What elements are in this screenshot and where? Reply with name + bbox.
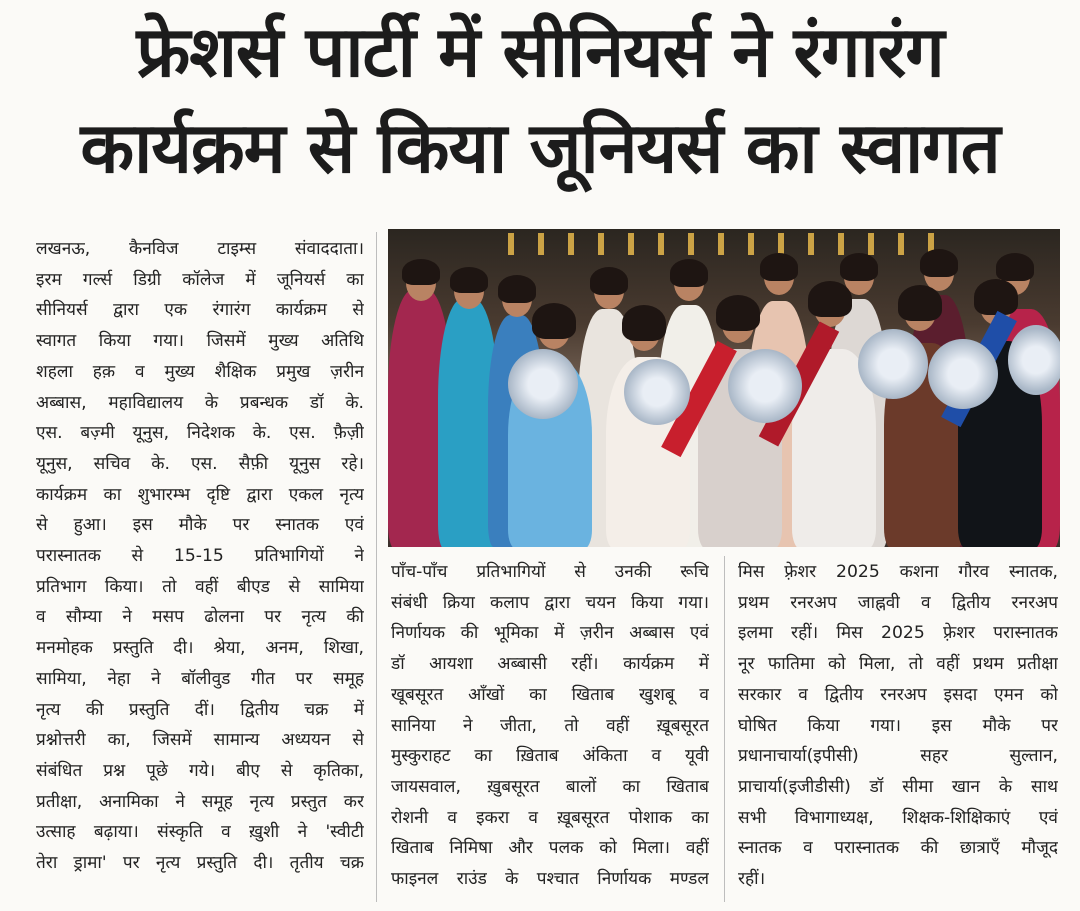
column-3-line: मिस फ़्रेशर 2025 कशना गौरव स्नातक, [738, 562, 1058, 582]
column-2-line: जायसवाल, ख़ुबसूरत बालों का खिताब [391, 776, 709, 797]
column-2-line: फाइनल राउंड के पश्चात निर्णायक मण्डल [391, 869, 709, 890]
column-1-line: एस. बज़्मी यूनुस, निदेशक के. एस. फ़ैज़ी [36, 423, 364, 444]
column-3-line: सरकार व द्वितीय रनरअप इसदा एमन को [738, 684, 1058, 705]
article-column-2 [391, 557, 709, 895]
column-1-line: परास्नातक से 15-15 प्रतिभागियों ने [36, 546, 364, 567]
column-2-line: डॉ आयशा अब्बासी रहीं। कार्यक्रम में [391, 654, 709, 675]
column-2-line: रोशनी व इकरा व ख़ूबसूरत पोशाक का [391, 807, 709, 828]
column-3-line: सभी विभागाध्यक्ष, शिक्षक-शिक्षिकाएं एवं [738, 807, 1058, 828]
column-1-line: प्रतिभाग किया। तो वहीं बीएड से सामिया [36, 576, 364, 597]
article-column-3 [738, 557, 1058, 895]
column-1-line: मनमोहक प्रस्तुति दी। श्रेया, अनम, शिखा, [36, 638, 364, 659]
column-1-line: सीनियर्स द्वारा एक रंगारंग कार्यक्रम से [36, 300, 364, 321]
column-3-line: रहीं। [738, 869, 766, 890]
column-1-line: नृत्य की प्रस्तुति दीं। द्वितीय चक्र में [36, 699, 364, 720]
column-3-line: प्रधानाचार्या(इपीसी) सहर सुल्तान, [738, 746, 1058, 767]
column-1-line: स्वागत किया गया। जिसमें मुख्य अतिथि [36, 331, 364, 352]
column-1-line: व सौम्या ने मसप ढोलना पर नृत्य की [36, 607, 364, 628]
column-1-line: संबंधित प्रश्न पूछे गये। बीए से कृतिका, [36, 760, 364, 781]
string-lights [508, 233, 948, 255]
column-3-line: इलमा रहीं। मिस 2025 फ़्रेशर परास्नातक [738, 623, 1058, 644]
column-3-line: स्नातक व परास्नातक की छात्राएँ मौजूद [738, 838, 1058, 859]
column-1-line: कार्यक्रम का शुभारम्भ दृष्टि द्वारा एकल नृत्य [36, 484, 364, 505]
column-divider-1 [376, 232, 377, 902]
column-2-line: मुस्कुराहट का ख़िताब अंकिता व यूवी [391, 746, 709, 767]
column-2-line: निर्णायक की भूमिका में ज़रीन अब्बास एवं [391, 623, 709, 644]
column-2-line: खूबसूरत आँखों का खिताब खुशबू व [391, 684, 709, 705]
column-3-line: प्राचार्या(इजीडीसी) डॉ सीमा खान के साथ [738, 776, 1058, 797]
column-1-line: शहला हक़ व मुख्य शैक्षिक प्रमुख ज़रीन [36, 361, 364, 382]
column-3-line: नूर फातिमा को मिला, तो वहीं प्रथम प्रतीक्षा [738, 654, 1058, 675]
column-2-line: सानिया ने जीता, तो वहीं ख़ूबसूरत [391, 715, 709, 736]
column-divider-2 [724, 556, 725, 902]
column-1-line: उत्साह बढ़ाया। संस्कृति व ख़ुशी ने 'स्वीटी [36, 822, 364, 843]
column-1-line: इरम गर्ल्स डिग्री कॉलेज में जूनियर्स का [36, 269, 364, 290]
column-1-line: यूनुस, सचिव के. एस. सैफ़ी यूनुस रहे। [36, 453, 364, 474]
article-column-1 [36, 234, 364, 879]
column-2-line: पाँच-पाँच प्रतिभागियों से उनकी रूचि [391, 562, 709, 582]
headline [0, 4, 1080, 196]
column-1-line: से हुआ। इस मौके पर स्नातक एवं [36, 515, 364, 536]
column-1-line: तेरा ड्रामा' पर नृत्य प्रस्तुति दी। तृतीय चक्र [36, 853, 364, 874]
headline-line-1: फ्रेशर्स पार्टी में सीनियर्स ने रंगारंग [136, 11, 944, 93]
column-3-line: घोषित किया गया। इस मौके पर [738, 715, 1058, 736]
column-3-line: प्रथम रनरअप जाह्नवी व द्वितीय रनरअप [738, 592, 1058, 613]
headline-line-2: कार्यक्रम से किया जूनियर्स का स्वागत [80, 107, 1000, 189]
column-1-line: प्रतीक्षा, अनामिका ने समूह नृत्य प्रस्तुत कर [36, 791, 364, 812]
column-1-line: लखनऊ, कैनविज टाइम्स संवाददाता। [36, 239, 364, 259]
column-1-line: प्रश्नोत्तरी का, जिसमें सामान्य अध्ययन से [36, 730, 364, 751]
column-2-line: संबंधी क्रिया कलाप द्वारा चयन किया गया। [391, 592, 709, 613]
column-2-line: खिताब निमिषा और पलक को मिला। वहीं [391, 838, 709, 859]
column-1-line: सामिया, नेहा ने बॉलीवुड गीत पर समूह [36, 668, 364, 689]
event-photo [388, 229, 1060, 547]
column-1-line: अब्बास, महाविद्यालय के प्रबन्धक डॉ के. [36, 392, 364, 413]
